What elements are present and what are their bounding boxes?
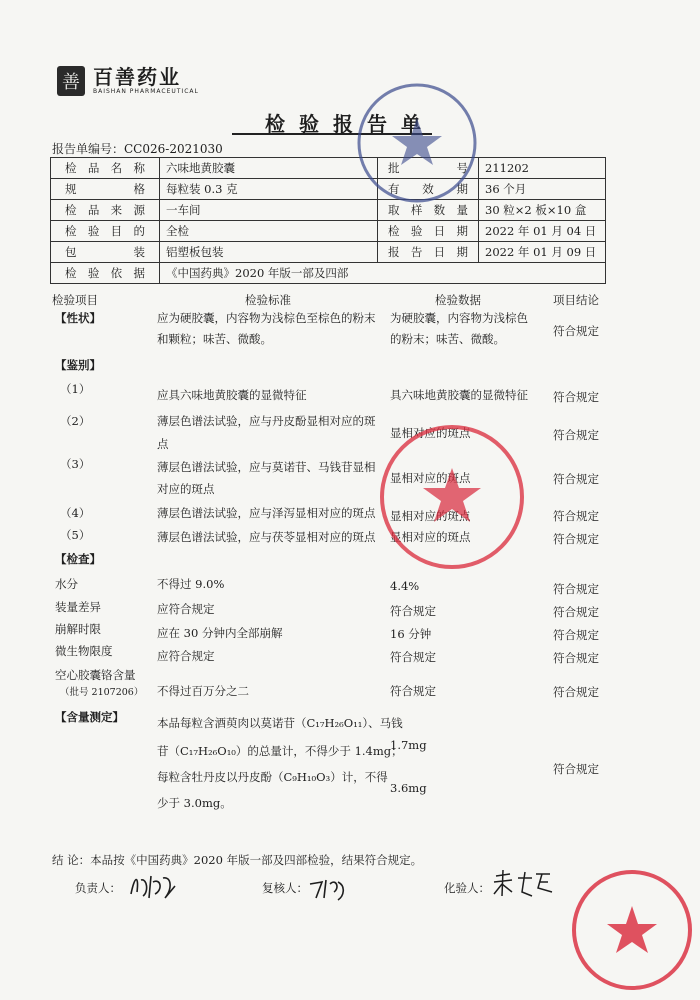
check-item-batch: （批号 2107206） — [60, 687, 144, 698]
standard-text: 薄层色谱法试验，应与莫诺苷、马钱苷显相 — [157, 460, 376, 474]
brand-name-en: BAISHAN PHARMACEUTICAL — [93, 88, 199, 95]
standard-text: 不得过百万分之二 — [157, 684, 249, 698]
standard-text: 每粒含牡丹皮以丹皮酚（C₉H₁₀O₃）计，不得 — [157, 770, 388, 784]
data-text: 符合规定 — [390, 650, 436, 664]
info-value: 36 个月 — [479, 179, 606, 200]
tester-label: 化验人： — [444, 881, 490, 895]
data-text: 1.7mg — [390, 738, 427, 752]
sample-info-table — [50, 157, 606, 284]
conclusion-text: 符合规定 — [553, 762, 599, 776]
info-row — [51, 221, 606, 242]
info-label: 有效期 — [378, 179, 479, 200]
conclusion-text: 符合规定 — [553, 685, 599, 699]
reviewer-label: 复核人： — [262, 881, 308, 895]
data-text: 16 分钟 — [390, 627, 432, 641]
data-text: 显相对应的斑点 — [390, 530, 471, 544]
standard-text: 应在 30 分钟内全部崩解 — [157, 626, 283, 640]
standard-text: 本品每粒含酒萸肉以莫诺苷（C₁₇H₂₆O₁₁）、马钱 — [157, 716, 403, 730]
conclusion-text: 符合规定 — [553, 472, 599, 486]
check-item-name: 装量差异 — [55, 600, 101, 614]
standard-text: 少于 3.0mg。 — [157, 796, 232, 810]
info-value: 一车间 — [160, 200, 378, 221]
standard-text: 对应的斑点 — [157, 482, 215, 496]
company-seal-bottom — [568, 866, 696, 994]
conclusion-text: 符合规定 — [553, 428, 599, 442]
conclusion-text: 符合规定 — [553, 390, 599, 404]
conclusion-text: 符合规定 — [553, 324, 599, 338]
company-seal-middle — [375, 420, 530, 575]
info-row — [51, 158, 606, 179]
item-number: （2） — [60, 414, 91, 428]
company-seal-top — [352, 78, 482, 208]
conclusion-text: 符合规定 — [553, 532, 599, 546]
info-value: 30 粒×2 板×10 盒 — [479, 200, 606, 221]
info-row-basis — [51, 263, 606, 284]
item-number: （3） — [60, 457, 91, 471]
conclusion-text: 符合规定 — [553, 509, 599, 523]
standard-text: 点 — [157, 437, 169, 451]
info-row — [51, 242, 606, 263]
data-text: 显相对应的斑点 — [390, 426, 471, 440]
conclusion-text: 符合规定 — [553, 582, 599, 596]
info-value: 每粒装 0.3 克 — [160, 179, 378, 200]
info-value: 《中国药典》2020 年版一部及四部 — [160, 263, 606, 284]
info-label: 规格 — [51, 179, 160, 200]
check-item-name: 水分 — [55, 577, 78, 591]
standard-text: 苷（C₁₇H₂₆O₁₀）的总量计，不得少于 1.4mg； — [157, 744, 403, 758]
info-value: 211202 — [479, 158, 606, 179]
info-value: 铝塑板包装 — [160, 242, 378, 263]
standard-text: 薄层色谱法试验，应与泽泻显相对应的斑点 — [157, 506, 376, 520]
info-value: 2022 年 01 月 09 日 — [479, 242, 606, 263]
section-head-check: 【检查】 — [55, 552, 101, 566]
data-text: 4.4% — [390, 579, 420, 593]
logo-mark: 善 — [57, 66, 85, 96]
data-text: 显相对应的斑点 — [390, 471, 471, 485]
item-number: （1） — [60, 382, 91, 396]
data-text: 3.6mg — [390, 781, 427, 795]
data-text: 的粉末；味苦、微酸。 — [390, 332, 505, 346]
standard-text: 应具六味地黄胶囊的显微特征 — [157, 388, 307, 402]
standard-text: 不得过 9.0% — [157, 577, 225, 591]
section-head-identification: 【鉴别】 — [55, 358, 101, 372]
item-number: （5） — [60, 528, 91, 542]
standard-text: 应符合规定 — [157, 649, 215, 663]
column-header-data: 检验数据 — [435, 293, 481, 307]
responsible-signature — [127, 868, 179, 902]
info-label: 批号 — [378, 158, 479, 179]
section-head-assay: 【含量测定】 — [55, 710, 124, 724]
tester-signature — [492, 868, 554, 898]
info-value: 全检 — [160, 221, 378, 242]
info-label: 包装 — [51, 242, 160, 263]
info-row — [51, 179, 606, 200]
info-label: 检品名称 — [51, 158, 160, 179]
data-text: 符合规定 — [390, 684, 436, 698]
check-item-name: 空心胶囊铬含量 — [55, 668, 136, 682]
standard-text: 薄层色谱法试验，应与茯苓显相对应的斑点 — [157, 530, 376, 544]
check-item-name: 崩解时限 — [55, 622, 101, 636]
check-item-name: 微生物限度 — [55, 644, 113, 658]
conclusion-text: 符合规定 — [553, 605, 599, 619]
standard-text: 应符合规定 — [157, 602, 215, 616]
reviewer-signature — [308, 874, 350, 902]
info-row — [51, 200, 606, 221]
info-label: 检验依据 — [51, 263, 160, 284]
column-header-standard: 检验标准 — [245, 293, 291, 307]
company-logo — [57, 66, 199, 96]
conclusion-text: 符合规定 — [553, 651, 599, 665]
responsible-label: 负责人： — [75, 881, 121, 895]
info-value: 六味地黄胶囊 — [160, 158, 378, 179]
brand-name-cn: 百善药业 — [93, 65, 181, 89]
data-text: 符合规定 — [390, 604, 436, 618]
column-header-conclusion: 项目结论 — [553, 293, 599, 307]
conclusion-text: 符合规定 — [553, 628, 599, 642]
report-title: 检验报告单 — [265, 112, 435, 136]
info-label: 检验日期 — [378, 221, 479, 242]
standard-text: 薄层色谱法试验，应与丹皮酚显相对应的斑 — [157, 414, 376, 428]
data-text: 为硬胶囊，内容物为浅棕色 — [390, 311, 528, 325]
item-number: （4） — [60, 506, 91, 520]
column-header-item: 检验项目 — [52, 293, 98, 307]
standard-text: 和颗粒；味苦、微酸。 — [157, 332, 272, 346]
info-label: 取样数量 — [378, 200, 479, 221]
info-label: 检验目的 — [51, 221, 160, 242]
overall-conclusion: 结 论：本品按《中国药典》2020 年版一部及四部检验，结果符合规定。 — [52, 853, 423, 867]
section-head-appearance: 【性状】 — [55, 311, 101, 325]
info-label: 报告日期 — [378, 242, 479, 263]
info-label: 检品来源 — [51, 200, 160, 221]
data-text: 具六味地黄胶囊的显微特征 — [390, 388, 528, 402]
report-number: 报告单编号：CC026-2021030 — [52, 142, 223, 156]
standard-text: 应为硬胶囊，内容物为浅棕色至棕色的粉末 — [157, 311, 376, 325]
data-text: 显相对应的斑点 — [390, 509, 471, 523]
info-value: 2022 年 01 月 04 日 — [479, 221, 606, 242]
